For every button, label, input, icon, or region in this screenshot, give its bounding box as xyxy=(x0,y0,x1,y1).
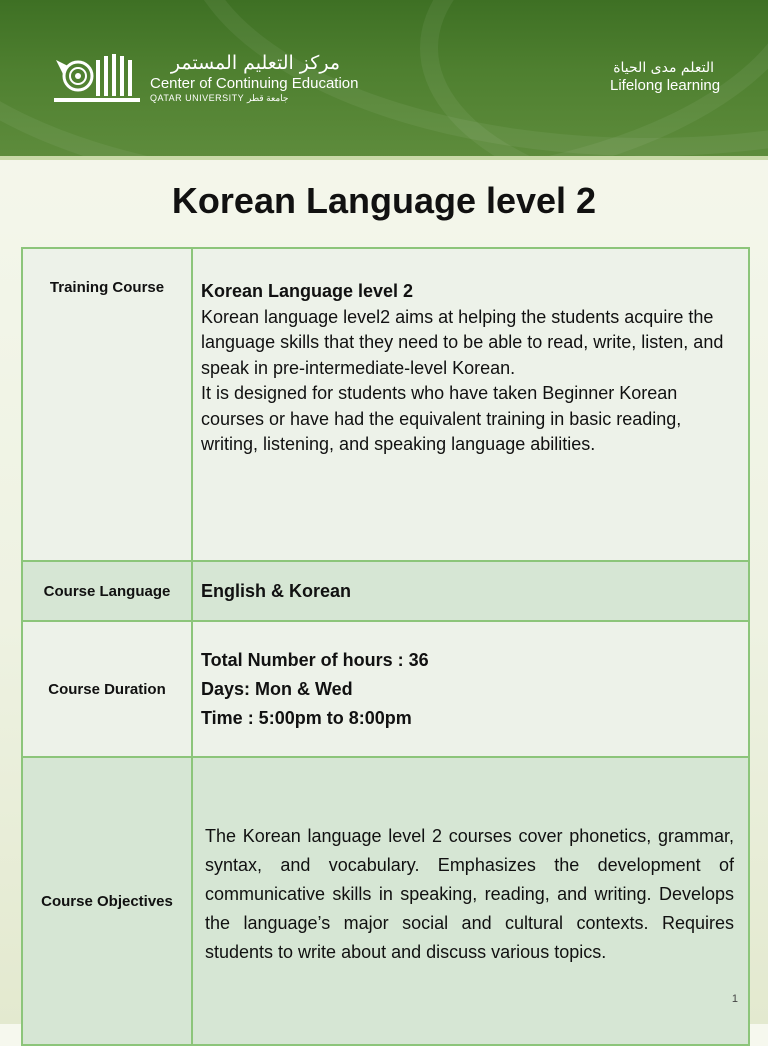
tagline-arabic: التعلم مدى الحياة xyxy=(613,60,714,76)
course-info-table xyxy=(21,247,750,1046)
course-duration-label: Course Duration xyxy=(22,621,192,757)
org-name-arabic: مركز التعليم المستمر xyxy=(170,52,340,74)
org-subtitle: QATAR UNIVERSITY جامعة قطر xyxy=(150,93,289,103)
course-duration-cell xyxy=(192,621,749,757)
course-language-value: English & Korean xyxy=(192,561,749,621)
training-course-prerequisites: It is designed for students who have taken Beginner Korean courses or have had the equivalent training in basic reading, writing, listening, and speaking language abilities. xyxy=(201,383,682,454)
table-row-course-duration xyxy=(22,621,749,757)
training-course-cell xyxy=(192,248,749,561)
training-course-description: Korean language level2 aims at helping the students acquire the language skills that they need to be able to read, write, listen, and speak in pre-intermediate-level Korean. xyxy=(201,306,724,378)
course-objectives-label: Course Objectives xyxy=(22,757,192,1045)
course-days: Days: Mon & Wed xyxy=(201,678,353,699)
total-hours: Total Number of hours : 36 xyxy=(201,649,429,670)
training-course-heading: Korean Language level 2 xyxy=(201,281,414,301)
org-name: Center of Continuing Education xyxy=(150,75,359,92)
table-row-training-course xyxy=(22,248,749,561)
course-time: Time : 5:00pm to 8:00pm xyxy=(201,707,412,728)
page-number: 1 xyxy=(731,993,738,1005)
tagline: Lifelong learning xyxy=(610,77,721,94)
banner-divider xyxy=(0,156,768,160)
course-objectives-text: The Korean language level 2 courses cover phonetics, grammar, syntax, and vocabulary. Emphasizes the development of communicative skills in speaking, reading, and writing. Develops the language’s major social and cultural contexts. Requires students to write about and discuss various topics. xyxy=(205,825,734,962)
university-logo-icon xyxy=(54,52,140,104)
table-row-course-language xyxy=(22,561,749,621)
page-title: Korean Language level 2 xyxy=(171,180,597,221)
course-language-label: Course Language xyxy=(22,561,192,621)
header-banner xyxy=(0,0,768,160)
training-course-label: Training Course xyxy=(22,248,192,561)
table-row-course-objectives xyxy=(22,757,749,1045)
course-objectives-cell xyxy=(192,757,749,1045)
